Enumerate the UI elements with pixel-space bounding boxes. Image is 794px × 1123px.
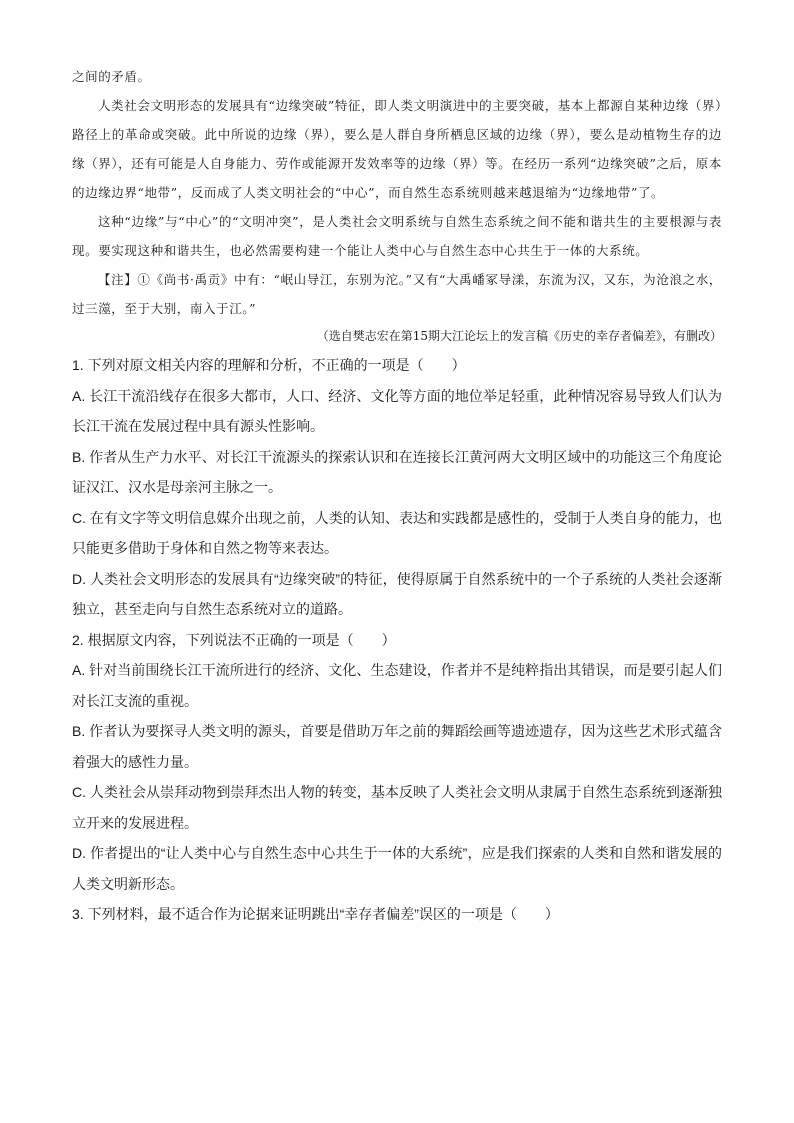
question-stem: 1. 下列对原文相关内容的理解和分析，不正确的一项是（ ） [72,357,466,373]
question-1 [72,350,722,625]
document-page [72,62,722,930]
passage-note: 【注】①《尚书·禹贡》中有：“岷山导江，东别为沱。”又有“大禹嶓冢导漾，东流为汉，又东，为沧浪之水，过三澨，至于大别，南入于江。” [72,272,722,316]
passage-paragraph-civilization-conflict: 这种“边缘”与“中心”的“文明冲突”，是人类社会文明系统与自然生态系统之间不能和谐共生的主要根源与表现。要实现这种和谐共生，也必然需要构建一个能让人类中心与自然生态中心共生于一体的大系统。 [72,214,722,258]
passage-paragraph-tail: 之间的矛盾。 [72,69,151,84]
option-b: B. 作者认为要探寻人类文明的源头，首要是借助万年之前的舞蹈绘画等遗迹遗存，因为这些艺术形式蕴含着强大的感性力量。 [72,723,722,770]
option-d: D. 作者提出的“让人类中心与自然生态中心共生于一体的大系统”，应是我们探索的人类和自然和谐发展的人类文明新形态。 [72,845,722,892]
question-stem: 3. 下列材料，最不适合作为论据来证明跳出“幸存者偏差”误区的一项是（ ） [72,906,559,922]
passage-paragraph-edge-breakthrough: 人类社会文明形态的发展具有“边缘突破”特征，即人类文明演进中的主要突破，基本上都源自某种边缘（界）路径上的革命或突破。此中所说的边缘（界），要么是人群自身所栖息区域的边缘（界），要么是动植物生存的边缘（界），还有可能是人自身能力、劳作或能源开发效率等的边缘（界）等。在经历一系列“边缘突破”之后，原本的边缘边界“地带”，反而成了人类文明社会的“中心”，而自然生态系统则越来越退缩为“边缘地带”了。 [72,98,722,200]
option-a: A. 针对当前围绕长江干流所进行的经济、文化、生态建设，作者并不是纯粹指出其错误，而是要引起人们对长江支流的重视。 [72,662,722,709]
option-d: D. 人类社会文明形态的发展具有“边缘突破”的特征，使得原属于自然系统中的一个子系统的人类社会逐渐独立，甚至走向与自然生态系统对立的道路。 [72,570,722,617]
option-c: C. 在有文字等文明信息媒介出现之前，人类的认知、表达和实践都是感性的，受制于人类自身的能力，也只能更多借助于身体和自然之物等来表达。 [72,509,722,556]
option-a: A. 长江干流沿线存在很多大都市，人口、经济、文化等方面的地位举足轻重，此种情况容易导致人们认为长江干流在发展过程中具有源头性影响。 [72,387,722,434]
question-2 [72,625,722,900]
option-b: B. 作者从生产力水平、对长江干流源头的探索认识和在连接长江黄河两大文明区域中的功能这三个角度论证汉江、汉水是母亲河主脉之一。 [72,448,722,495]
passage-source: （选自樊志宏在第15期大江论坛上的发言稿《历史的幸存者偏差》，有删改） [316,329,722,343]
question-stem: 2. 根据原文内容，下列说法不正确的一项是（ ） [72,631,396,648]
question-3 [72,899,722,930]
option-c: C. 人类社会从崇拜动物到崇拜杰出人物的转变，基本反映了人类社会文明从隶属于自然生态系统到逐渐独立开来的发展进程。 [72,784,722,831]
